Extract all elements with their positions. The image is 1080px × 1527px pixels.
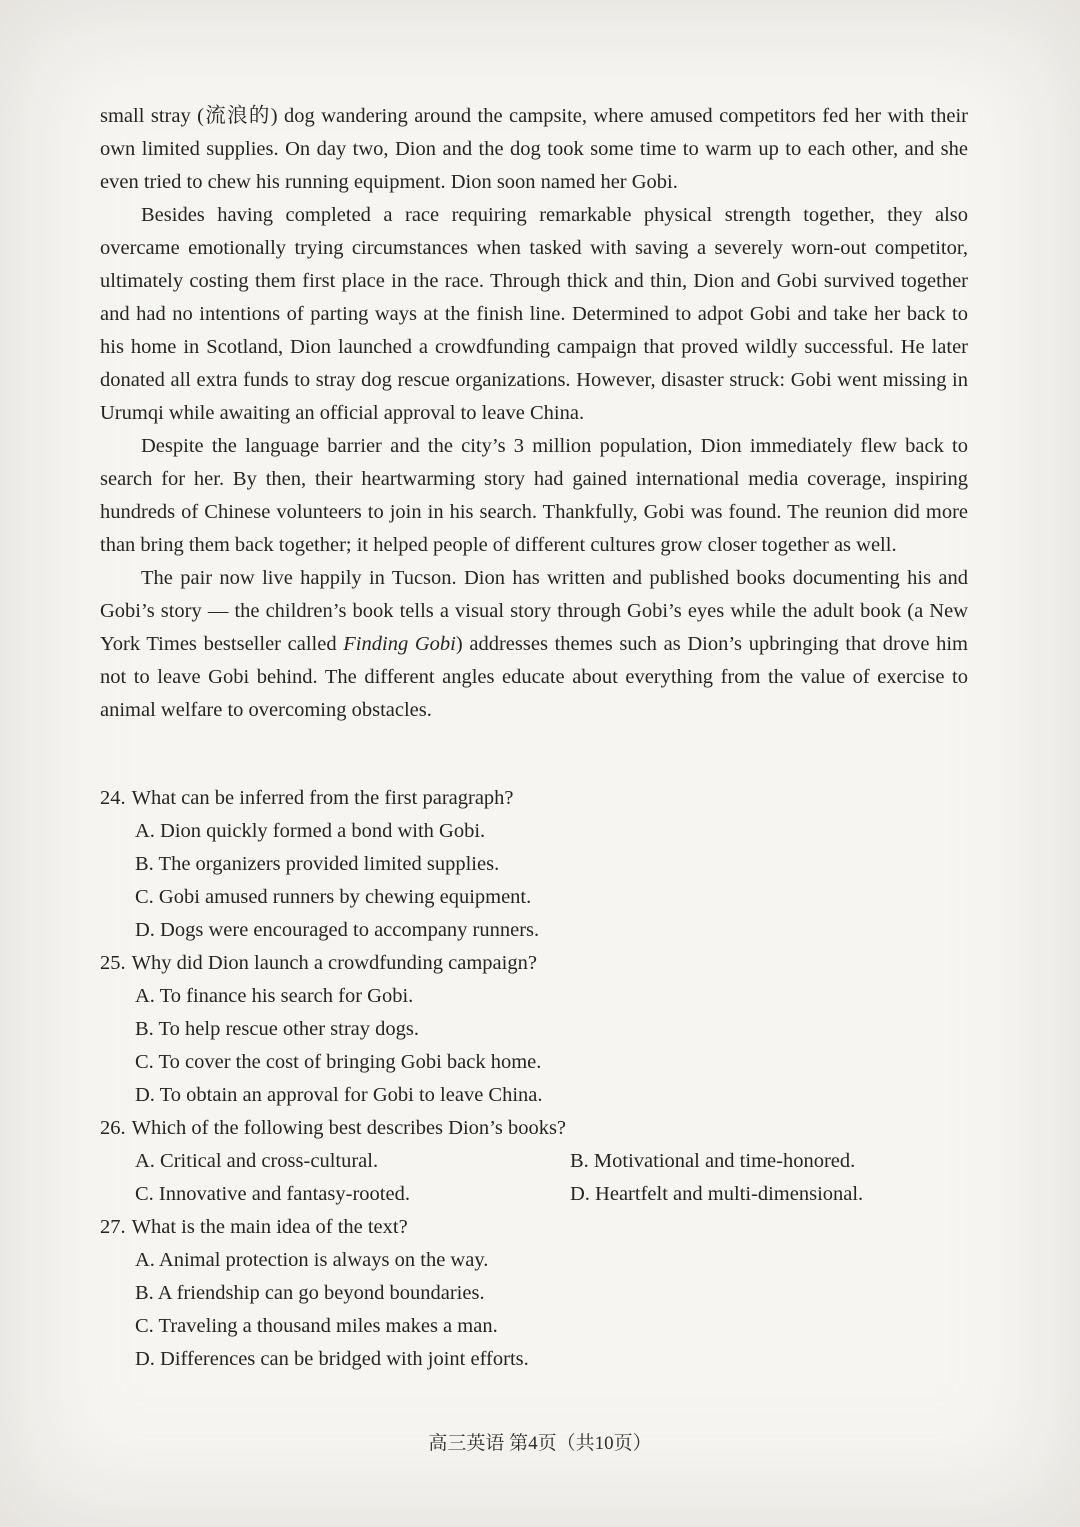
question-text: What is the main idea of the text? xyxy=(131,1216,408,1238)
option-c: C. Gobi amused runners by chewing equipment. xyxy=(135,886,532,908)
option-b: B. The organizers provided limited supplies. xyxy=(135,853,500,875)
reading-passage xyxy=(100,100,968,727)
page-footer xyxy=(0,1428,1080,1455)
option-d: D. Differences can be bridged with joint efforts. xyxy=(135,1348,529,1370)
paragraph4-text-after: ) addresses themes such as Dion’s upbringing that drove him not to leave Gobi behind. The different angles educate about everything from the value of exercise to animal welfare to overcoming obstacles. xyxy=(100,633,968,721)
questions-section xyxy=(100,782,968,1376)
option-d: D. To obtain an approval for Gobi to leave China. xyxy=(135,1084,543,1106)
passage-paragraph-1: small stray (流浪的) dog wandering around the campsite, where amused competitors fed her with their own limited supplies. On day two, Dion and the dog took some time to warm up to each other, and she even tried to chew his running equipment. Dion soon named her Gobi. xyxy=(100,105,968,193)
option-a: A. Dion quickly formed a bond with Gobi. xyxy=(135,820,486,842)
question-number: 26. xyxy=(100,1117,126,1139)
option-c: C. Innovative and fantasy-rooted. xyxy=(135,1183,410,1205)
question-stem xyxy=(100,1211,968,1244)
option-a: A. Critical and cross-cultural. xyxy=(135,1150,379,1172)
passage-paragraph-2: Besides having completed a race requiring remarkable physical strength together, they also overcame emotionally trying circumstances when tasked with saving a severely worn-out competitor, ultimately costing them first place in the race. Through thick and thin, Dion and Gobi survived together and had no intentions of parting ways at the finish line. Determined to adpot Gobi and take her back to his home in Scotland, Dion launched a crowdfunding campaign that proved wildly successful. He later donated all extra funds to stray dog rescue organizations. However, disaster struck: Gobi went missing in Urumqi while awaiting an official approval to leave China. xyxy=(100,204,968,424)
question-stem xyxy=(100,947,968,980)
option-d: D. Heartfelt and multi-dimensional. xyxy=(570,1183,864,1205)
option-b: B. Motivational and time-honored. xyxy=(570,1150,856,1172)
page-footer-text: 高三英语 第4页（共10页） xyxy=(428,1433,652,1454)
question-number: 25. xyxy=(100,952,126,974)
book-title-italic: Finding Gobi xyxy=(343,633,456,655)
question-stem xyxy=(100,1112,968,1145)
question-stem xyxy=(100,782,968,815)
question-number: 24. xyxy=(100,787,126,809)
question-25 xyxy=(100,947,968,1112)
question-options xyxy=(100,1145,968,1211)
question-text: What can be inferred from the first paragraph? xyxy=(131,787,514,809)
option-b: B. A friendship can go beyond boundaries. xyxy=(135,1282,485,1304)
question-26 xyxy=(100,1112,968,1211)
option-b: B. To help rescue other stray dogs. xyxy=(135,1018,419,1040)
option-d: D. Dogs were encouraged to accompany runners. xyxy=(135,919,540,941)
option-c: C. To cover the cost of bringing Gobi back home. xyxy=(135,1051,542,1073)
question-number: 27. xyxy=(100,1216,126,1238)
question-options xyxy=(100,1244,968,1376)
option-a: A. Animal protection is always on the way. xyxy=(135,1249,489,1271)
question-text: Why did Dion launch a crowdfunding campaign? xyxy=(131,952,537,974)
question-options xyxy=(100,815,968,947)
question-text: Which of the following best describes Dion’s books? xyxy=(131,1117,567,1139)
paragraph4-text-before: The pair now live happily in Tucson. Dion has written and published books documenting his and Gobi’s story — the children’s book tells a visual story through Gobi’s eyes while the adult book (a New York Times bestseller called xyxy=(100,567,968,655)
option-c: C. Traveling a thousand miles makes a man. xyxy=(135,1315,498,1337)
question-24 xyxy=(100,782,968,947)
passage-paragraph-4 xyxy=(100,562,968,727)
passage-paragraph-3: Despite the language barrier and the city’s 3 million population, Dion immediately flew back to search for her. By then, their heartwarming story had gained international media coverage, inspiring hundreds of Chinese volunteers to join in his search. Thankfully, Gobi was found. The reunion did more than bring them back together; it helped people of different cultures grow closer together as well. xyxy=(100,435,968,556)
question-options xyxy=(100,980,968,1112)
question-27 xyxy=(100,1211,968,1376)
option-a: A. To finance his search for Gobi. xyxy=(135,985,414,1007)
